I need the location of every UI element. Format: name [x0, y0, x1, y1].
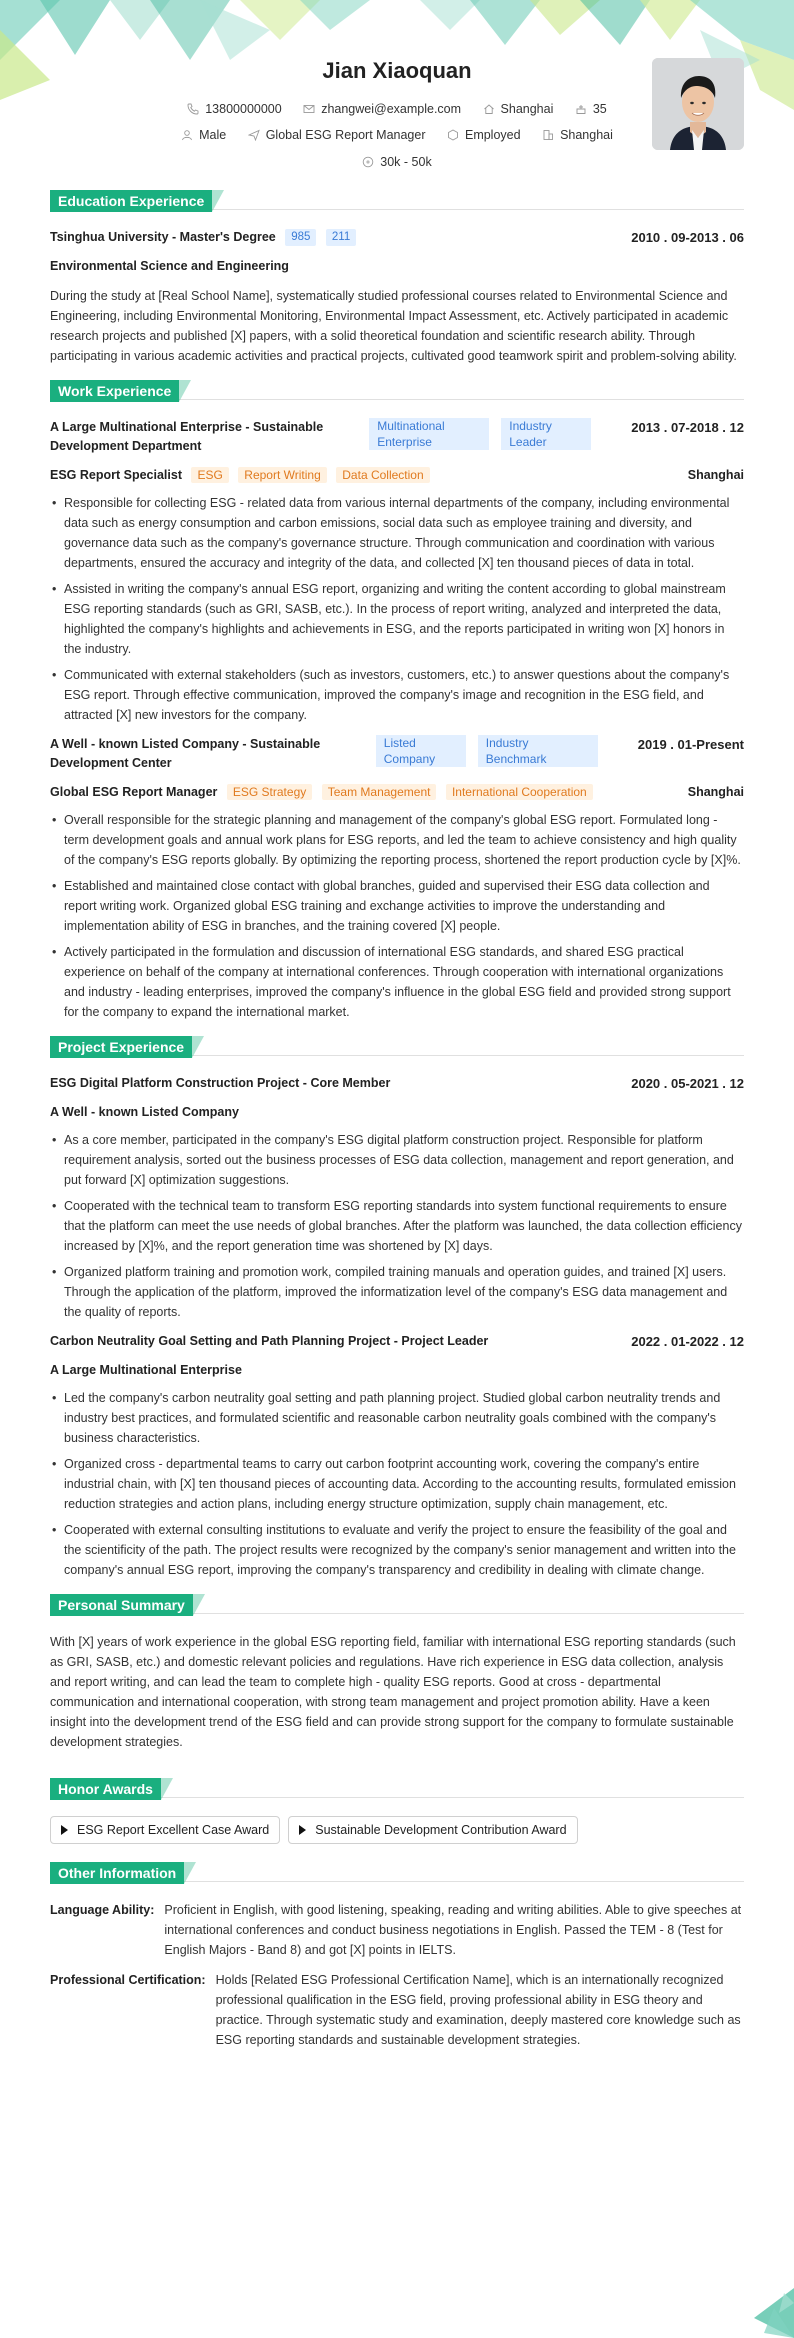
project-entry: [50, 1332, 744, 1580]
list-item: • Established and maintained close contact with global branches, guided and supervised their ESG data collection and report writing work. Organized global ESG training and exchange activities to improve the understanding and implementation ability of ESG in branches, and the training covered [X] people.: [50, 876, 744, 936]
school-tag: 985: [285, 229, 316, 246]
skill-tag: Report Writing: [238, 467, 326, 483]
certification-label: Professional Certification:: [50, 1973, 206, 1987]
gender-item: [181, 128, 226, 142]
section-title: Project Experience: [50, 1036, 192, 1058]
education-heading: [50, 190, 744, 214]
award-item: [50, 1816, 280, 1844]
award-item: [288, 1816, 577, 1844]
email-value: zhangwei@example.com: [321, 102, 462, 116]
project-bullets: [50, 1388, 744, 1580]
work-section: [50, 380, 744, 1022]
section-title: Honor Awards: [50, 1778, 161, 1800]
work-date: 2013 . 07-2018 . 12: [631, 420, 744, 435]
position-item: [248, 128, 426, 142]
user-icon: [181, 129, 193, 141]
section-title: Other Information: [50, 1862, 184, 1884]
salary-item: [362, 155, 431, 169]
company-tags: [369, 418, 591, 450]
list-item: • Responsible for collecting ESG - related data from various internal departments of the company, including environmental data such as energy consumption and carbon emissions, social data such as employee training and diversity, and governance data such as the company's governance structure. Through communication and coordination with various departments, ensured the accuracy and integrity of the data, and collected [X] ten thousand pieces of data in total.: [50, 493, 744, 573]
skill-tag: ESG: [191, 467, 228, 483]
certification-row: [50, 1970, 744, 2050]
certification-text: Holds [Related ESG Professional Certification Name], which is an internationally recognized professional qualification in the ESG field, proving professional ability in ESG theory and practice. Through systematic study and examination, deeply mastered core knowledge such as ESG reporting standards and sustainable development strategies.: [215, 1973, 741, 2047]
honors-heading: [50, 1778, 744, 1802]
project-bullets: [50, 1130, 744, 1322]
profile-row: [50, 128, 744, 144]
list-item: • Communicated with external stakeholders (such as investors, customers, etc.) to answer questions about the company's ESG report. Through effective communication, improved the company's image and recognition in the ESG field, and attracted [X] new investors for the company.: [50, 665, 744, 725]
work-city: Shanghai: [687, 468, 744, 482]
company-tag: Listed Company: [376, 735, 466, 767]
status-value: Employed: [464, 128, 521, 142]
education-section: [50, 190, 744, 366]
position-value: Global ESG Report Manager: [265, 128, 426, 142]
salary-icon: [362, 156, 374, 168]
mail-icon: [303, 103, 315, 115]
project-name: Carbon Neutrality Goal Setting and Path Planning Project - Project Leader: [50, 1334, 489, 1348]
age-item: [575, 102, 607, 116]
school-tag: 211: [326, 229, 356, 246]
honors-section: [50, 1778, 744, 1844]
role-line: [50, 783, 593, 802]
major: Environmental Science and Engineering: [50, 259, 289, 273]
skill-tag: International Cooperation: [446, 784, 593, 800]
phone-value: 13800000000: [205, 102, 282, 116]
contact-row: [50, 102, 744, 118]
language-label: Language Ability:: [50, 1903, 155, 1917]
resume-header: [50, 0, 744, 190]
target-city-item: [542, 128, 613, 142]
work-bullets: [50, 493, 744, 725]
location-item: [483, 102, 554, 116]
role-line: [50, 466, 430, 485]
gender-value: Male: [199, 128, 227, 142]
avatar-photo: [652, 58, 744, 150]
award-label: ESG Report Excellent Case Award: [77, 1823, 270, 1837]
section-title: Education Experience: [50, 190, 212, 212]
footer-decoration: [734, 2278, 794, 2338]
work-entry: [50, 735, 744, 1022]
list-item: • Organized cross - departmental teams to carry out carbon footprint accounting work, covering the company's entire industrial chain, with [X] ten thousand pieces of accounting data. According to the accounting results, formulated emission reduction strategies and action plans, including energy structure optimization, supply chain management, etc.: [50, 1454, 744, 1514]
play-icon: [61, 1825, 68, 1835]
send-icon: [248, 129, 260, 141]
school-line: [50, 228, 356, 247]
company-tag: Multinational Enterprise: [369, 418, 489, 450]
project-section: [50, 1036, 744, 1580]
phone-item: [187, 102, 281, 116]
language-row: [50, 1900, 744, 1960]
candidate-name: Jian Xiaoquan: [322, 58, 472, 83]
education-description: During the study at [Real School Name], systematically studied professional courses related to Environmental Science and Engineering, including Environmental Monitoring, Environmental Impact Assessment, etc. Actively participated in academic research projects and published [X] papers, with a solid theoretical foundation and scientific research ability. Through participating in various academic activities and practical projects, cultivated good teamwork spirit and problem-solving ability.: [50, 289, 737, 363]
work-bullets: [50, 810, 744, 1022]
role-title: Global ESG Report Manager: [50, 785, 218, 799]
play-icon: [299, 1825, 306, 1835]
cake-icon: [575, 103, 587, 115]
list-item: • Cooperated with external consulting institutions to evaluate and verify the project to ensure the feasibility of the goal and the scientificity of the path. The project results were recognized by the company's senior management and written into the company's annual ESG report, improving the company's transparency and credibility in dealing with climate change.: [50, 1520, 744, 1580]
list-item: • Overall responsible for the strategic planning and management of the company's global ESG report. Formulated long - term development goals and annual work plans for ESG reports, and led the team to achieve consistency and high quality of the company's ESG reports globally. By optimizing the reporting process, shortened the report production cycle by [X]%.: [50, 810, 744, 870]
company-name: A Well - known Listed Company - Sustainable Development Center: [50, 737, 321, 770]
company-name: A Large Multinational Enterprise - Sustainable Development Department: [50, 420, 324, 453]
home-icon: [483, 103, 495, 115]
email-item: [303, 102, 461, 116]
project-company: A Large Multinational Enterprise: [50, 1363, 242, 1377]
avatar: [652, 58, 744, 150]
education-date: 2010 . 09-2013 . 06: [631, 230, 744, 245]
award-label: Sustainable Development Contribution Award: [315, 1823, 567, 1837]
language-text: Proficient in English, with good listening, speaking, reading and writing abilities. Able to give speeches at international conferences and conduct business negotiations in English. Passed the TEM - 8 (Test for English Majors - Band 8) and got [X] points in IELTS.: [164, 1903, 742, 1957]
list-item: • Cooperated with the technical team to transform ESG reporting standards into system functional requirements to ensure that the platform can meet the use needs of global branches. After the platform was launched, the data collection efficiency increased by [X]%, and the report generation time was shortened by [X] days.: [50, 1196, 744, 1256]
education-entry: [50, 228, 744, 366]
skill-tag: ESG Strategy: [227, 784, 312, 800]
work-heading: [50, 380, 744, 404]
badge-icon: [447, 129, 459, 141]
role-title: ESG Report Specialist: [50, 468, 182, 482]
status-item: [447, 128, 521, 142]
summary-heading: [50, 1594, 744, 1618]
summary-text: With [X] years of work experience in the global ESG reporting field, familiar with international ESG reporting standards (such as GRI, SASB, etc.) and domestic relevant policies and regulations. Have rich experience in ESG data collection, analysis and report writing, and can lead the team to complete high - quality ESG reports. Good at cross - departmental communication and international cooperation, with strong team management and project promotion ability. Have a keen insight into the development trend of the ESG field and can provide strong support for the company to formulate sustainable development strategies.: [50, 1635, 736, 1749]
list-item: • Organized platform training and promotion work, compiled training manuals and operation guides, and trained [X] users. Through the application of the platform, improved the informatization level of the company's ESG data management and the quality of reports.: [50, 1262, 744, 1322]
skill-tag: Data Collection: [336, 467, 429, 483]
list-item: • Assisted in writing the company's annual ESG report, organizing and writing the content according to global mainstream ESG reporting standards (such as GRI, SASB, etc.). In the process of report writing, analyzed and interpreted the data, highlighted the company's highlights and achievements in ESG, and the reports participated in writing won [X] honors in the industry.: [50, 579, 744, 659]
project-heading: [50, 1036, 744, 1060]
project-company: A Well - known Listed Company: [50, 1105, 239, 1119]
phone-icon: [187, 103, 199, 115]
section-title: Personal Summary: [50, 1594, 193, 1616]
salary-value: 30k - 50k: [380, 155, 432, 169]
work-entry: [50, 418, 744, 725]
project-entry: [50, 1074, 744, 1322]
list-item: • As a core member, participated in the company's ESG digital platform construction project. Responsible for platform requirement analysis, sorted out the business processes of ESG data collection, management and report generation, and put forward [X] optimization suggestions.: [50, 1130, 744, 1190]
company-tag: Industry Benchmark: [478, 735, 598, 767]
project-date: 2020 . 05-2021 . 12: [631, 1076, 744, 1091]
list-item: • Actively participated in the formulation and discussion of international ESG standards, and shared ESG practical experience on behalf of the company at international conferences. Through cooperation with international organizations and industry - leading enterprises, improved the company's influence in the global ESG field and provided strong support for the company to expand the international market.: [50, 942, 744, 1022]
skill-tag: Team Management: [322, 784, 437, 800]
location-value: Shanghai: [500, 102, 554, 116]
work-date: 2019 . 01-Present: [637, 737, 744, 752]
summary-section: [50, 1594, 744, 1752]
work-city: Shanghai: [687, 785, 744, 799]
awards-list: [50, 1816, 744, 1844]
project-date: 2022 . 01-2022 . 12: [631, 1334, 744, 1349]
school-name: Tsinghua University - Master's Degree: [50, 230, 276, 244]
other-heading: [50, 1862, 744, 1886]
salary-row: [50, 155, 744, 171]
project-name: ESG Digital Platform Construction Project - Core Member: [50, 1076, 391, 1090]
target-city-value: Shanghai: [560, 128, 613, 142]
list-item: • Led the company's carbon neutrality goal setting and path planning project. Studied global carbon neutrality trends and industry best practices, and formulated scientific and reasonable carbon neutrality goals combined with the company's business characteristics.: [50, 1388, 744, 1448]
age-value: 35: [592, 102, 607, 116]
building-icon: [542, 129, 554, 141]
company-tags: [376, 735, 598, 767]
company-tag: Industry Leader: [501, 418, 591, 450]
section-title: Work Experience: [50, 380, 179, 402]
other-section: [50, 1862, 744, 2050]
